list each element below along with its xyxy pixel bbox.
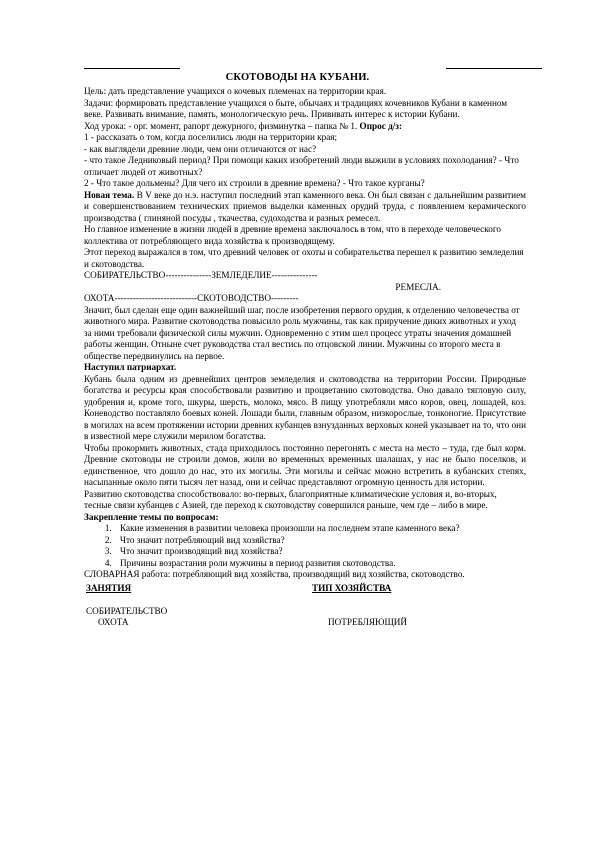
kuban-paragraph: Кубань была одним из древнейших центров земледелия и скотоводства на территории России. Природные богатства и ресурсы края способствовали развитию и процветанию скотоводства. Оно давало тягловую силу, удобрения и, кроме того, шкуры, шерсть, молоко, мясо. В пищу употребляли мясо коров, овец, лошадей, коз. Коневодство поставляло боевых коней. Лошади были, главным образом, низкорослые, тонконогие. Присутствие в могилах на всем протяжении истории древних кубанцев взнузданных верховых коней указывает на то, что они в известной мере служили мерилом богатства. <box>84 373 526 441</box>
document-body <box>84 86 526 629</box>
consolidation-questions <box>84 523 526 569</box>
question-ice-age: - что такое Ледниковый период? При помощи каких изобретений люди выжили в условиях похолодания? - Что отличает людей от животных? <box>84 155 519 177</box>
step-paragraph: Значит, был сделан еще один важнейший шаг, после изобретения первого орудия, к отделению человечества от животного мира. Развитие скотоводства повысило роль мужчины, так как приручение диких животных и уход за ними требовали физической силы мужчин. Одновременно с этим шел процесс утраты значения домашней работы женщин. Отныне счет руководства стал вестись по отцовской линии. Мужчины со второго места в обществе передвинулись на первое. <box>84 304 520 361</box>
development-text: Развитию скотоводства способствовало: во-первых, благоприятные климатические условия и, во-вторых, тесные связи кубанцев с Азией, где переход к скотоводству совершился раньше, чем где – либо в мире. <box>84 488 497 510</box>
scheme-line-hunting: ОХОТА---------------------------СКОТОВОДСТВО--------- <box>84 293 299 303</box>
list-item: 2. Что значит потребляющий вид хозяйства? <box>114 535 526 547</box>
vocabulary-paragraph <box>84 569 526 581</box>
lesson-flow-text: Ход урока: - орг. момент, рапорт дежурного, физминутка – папка № 1. <box>84 120 360 131</box>
question-dolmens: 2 - Что такое дольмены? Для чего их строили в древние времена? - Что такое курганы? <box>84 178 425 188</box>
table-cell-hunting: ОХОТА <box>98 617 129 627</box>
table-header-row <box>84 583 526 595</box>
vocabulary-label: СЛОВАРНАЯ <box>84 569 140 579</box>
question-1: 1 - рассказать о том, когда поселились люди на территории края; <box>84 132 338 142</box>
activity-type-table <box>84 583 526 629</box>
consolidation-label: Закрепление темы по вопросам: <box>84 511 219 522</box>
goal-paragraph: Цель: дать представление учащихся о кочевых племенах на территории края. <box>84 86 387 96</box>
table-cell-consuming: ПОТРЕБЛЯЮЩИЙ <box>328 617 407 627</box>
header-rule-left <box>84 68 180 69</box>
patriarchy-heading: Наступил патриархат. <box>84 362 177 372</box>
header-rule-right <box>446 68 542 69</box>
vocabulary-text: работа: потребляющий вид хозяйства, производящий вид хозяйства, скотоводство. <box>139 569 465 579</box>
table-row <box>84 617 526 629</box>
table-header-activities: ЗАНЯТИЯ <box>86 582 132 593</box>
list-item: 3. Что значит производящий вид хозяйства? <box>114 546 526 558</box>
new-topic-label: Новая тема. <box>84 189 135 200</box>
transition-paragraph: Этот переход выражался в том, что древний человек от охоты и собирательства перешел к развитию земледелия и скотоводства. <box>84 247 524 269</box>
list-item: 1. Какие изменения в развитии человека произошли на последнем этапе каменного века? <box>114 523 526 535</box>
table-spacer-row <box>84 594 526 606</box>
scheme-crafts: РЕМЕСЛА. <box>395 281 441 292</box>
new-topic-paragraph <box>84 190 526 225</box>
table-header-economy-type: ТИП ХОЗЯЙСТВА <box>312 582 392 593</box>
main-change-paragraph: Но главное изменение в жизни людей в древние времена заключалось в том, что в переходе человеческого коллектива от потребляющего вида хозяйства к производящему. <box>84 224 501 246</box>
question-appearance: - как выглядели древние люди, чем они отличаются от нас? <box>84 143 317 154</box>
development-paragraph <box>84 489 526 524</box>
nomad-paragraph: Чтобы прокормить животных, стада приходилось постоянно перегонять с места на место – туда, где был корм. Древние скотоводы не строили домов, жили во временных временных шалашах, у нас не было поселков, и единственное, что дошло до нас, это их могилы. Эти могилы и сейчас можно встретить в кубанских степях, насыпанные около пяти тысяч лет назад, они и сейчас представляют огромную ценность для истории. <box>84 442 526 487</box>
new-topic-text: В V веке до н.э. наступил последний этап каменного века. Он был связан с дальнейшим развитием и совершенствованием технических приемов выделки каменных орудий труда, с появлением керамического производства ( глиняной посуды , ткачества, судоходства и разных ремесел. <box>84 189 526 223</box>
tasks-paragraph: Задачи: формировать представление учащихся о быте, обычаях и традициях кочевников Кубани в каменном веке. Развивать внимание, память, монологическую речь. Прививать интерес к истории Кубани. <box>84 97 508 119</box>
table-cell-gathering: СОБИРАТЕЛЬСТВО <box>86 605 168 616</box>
table-row <box>84 606 526 618</box>
scheme-line-gathering: СОБИРАТЕЛЬСТВО---------------ЗЕМЛЕДЕЛИЕ--------------- <box>84 270 318 280</box>
lesson-flow-paragraph <box>84 121 526 133</box>
survey-label: Опрос д/з: <box>359 120 403 131</box>
page-title: СКОТОВОДЫ НА КУБАНИ. <box>225 72 370 83</box>
list-item: 4. Причины возрастания роли мужчины в период развития скотоводства. <box>114 558 526 570</box>
